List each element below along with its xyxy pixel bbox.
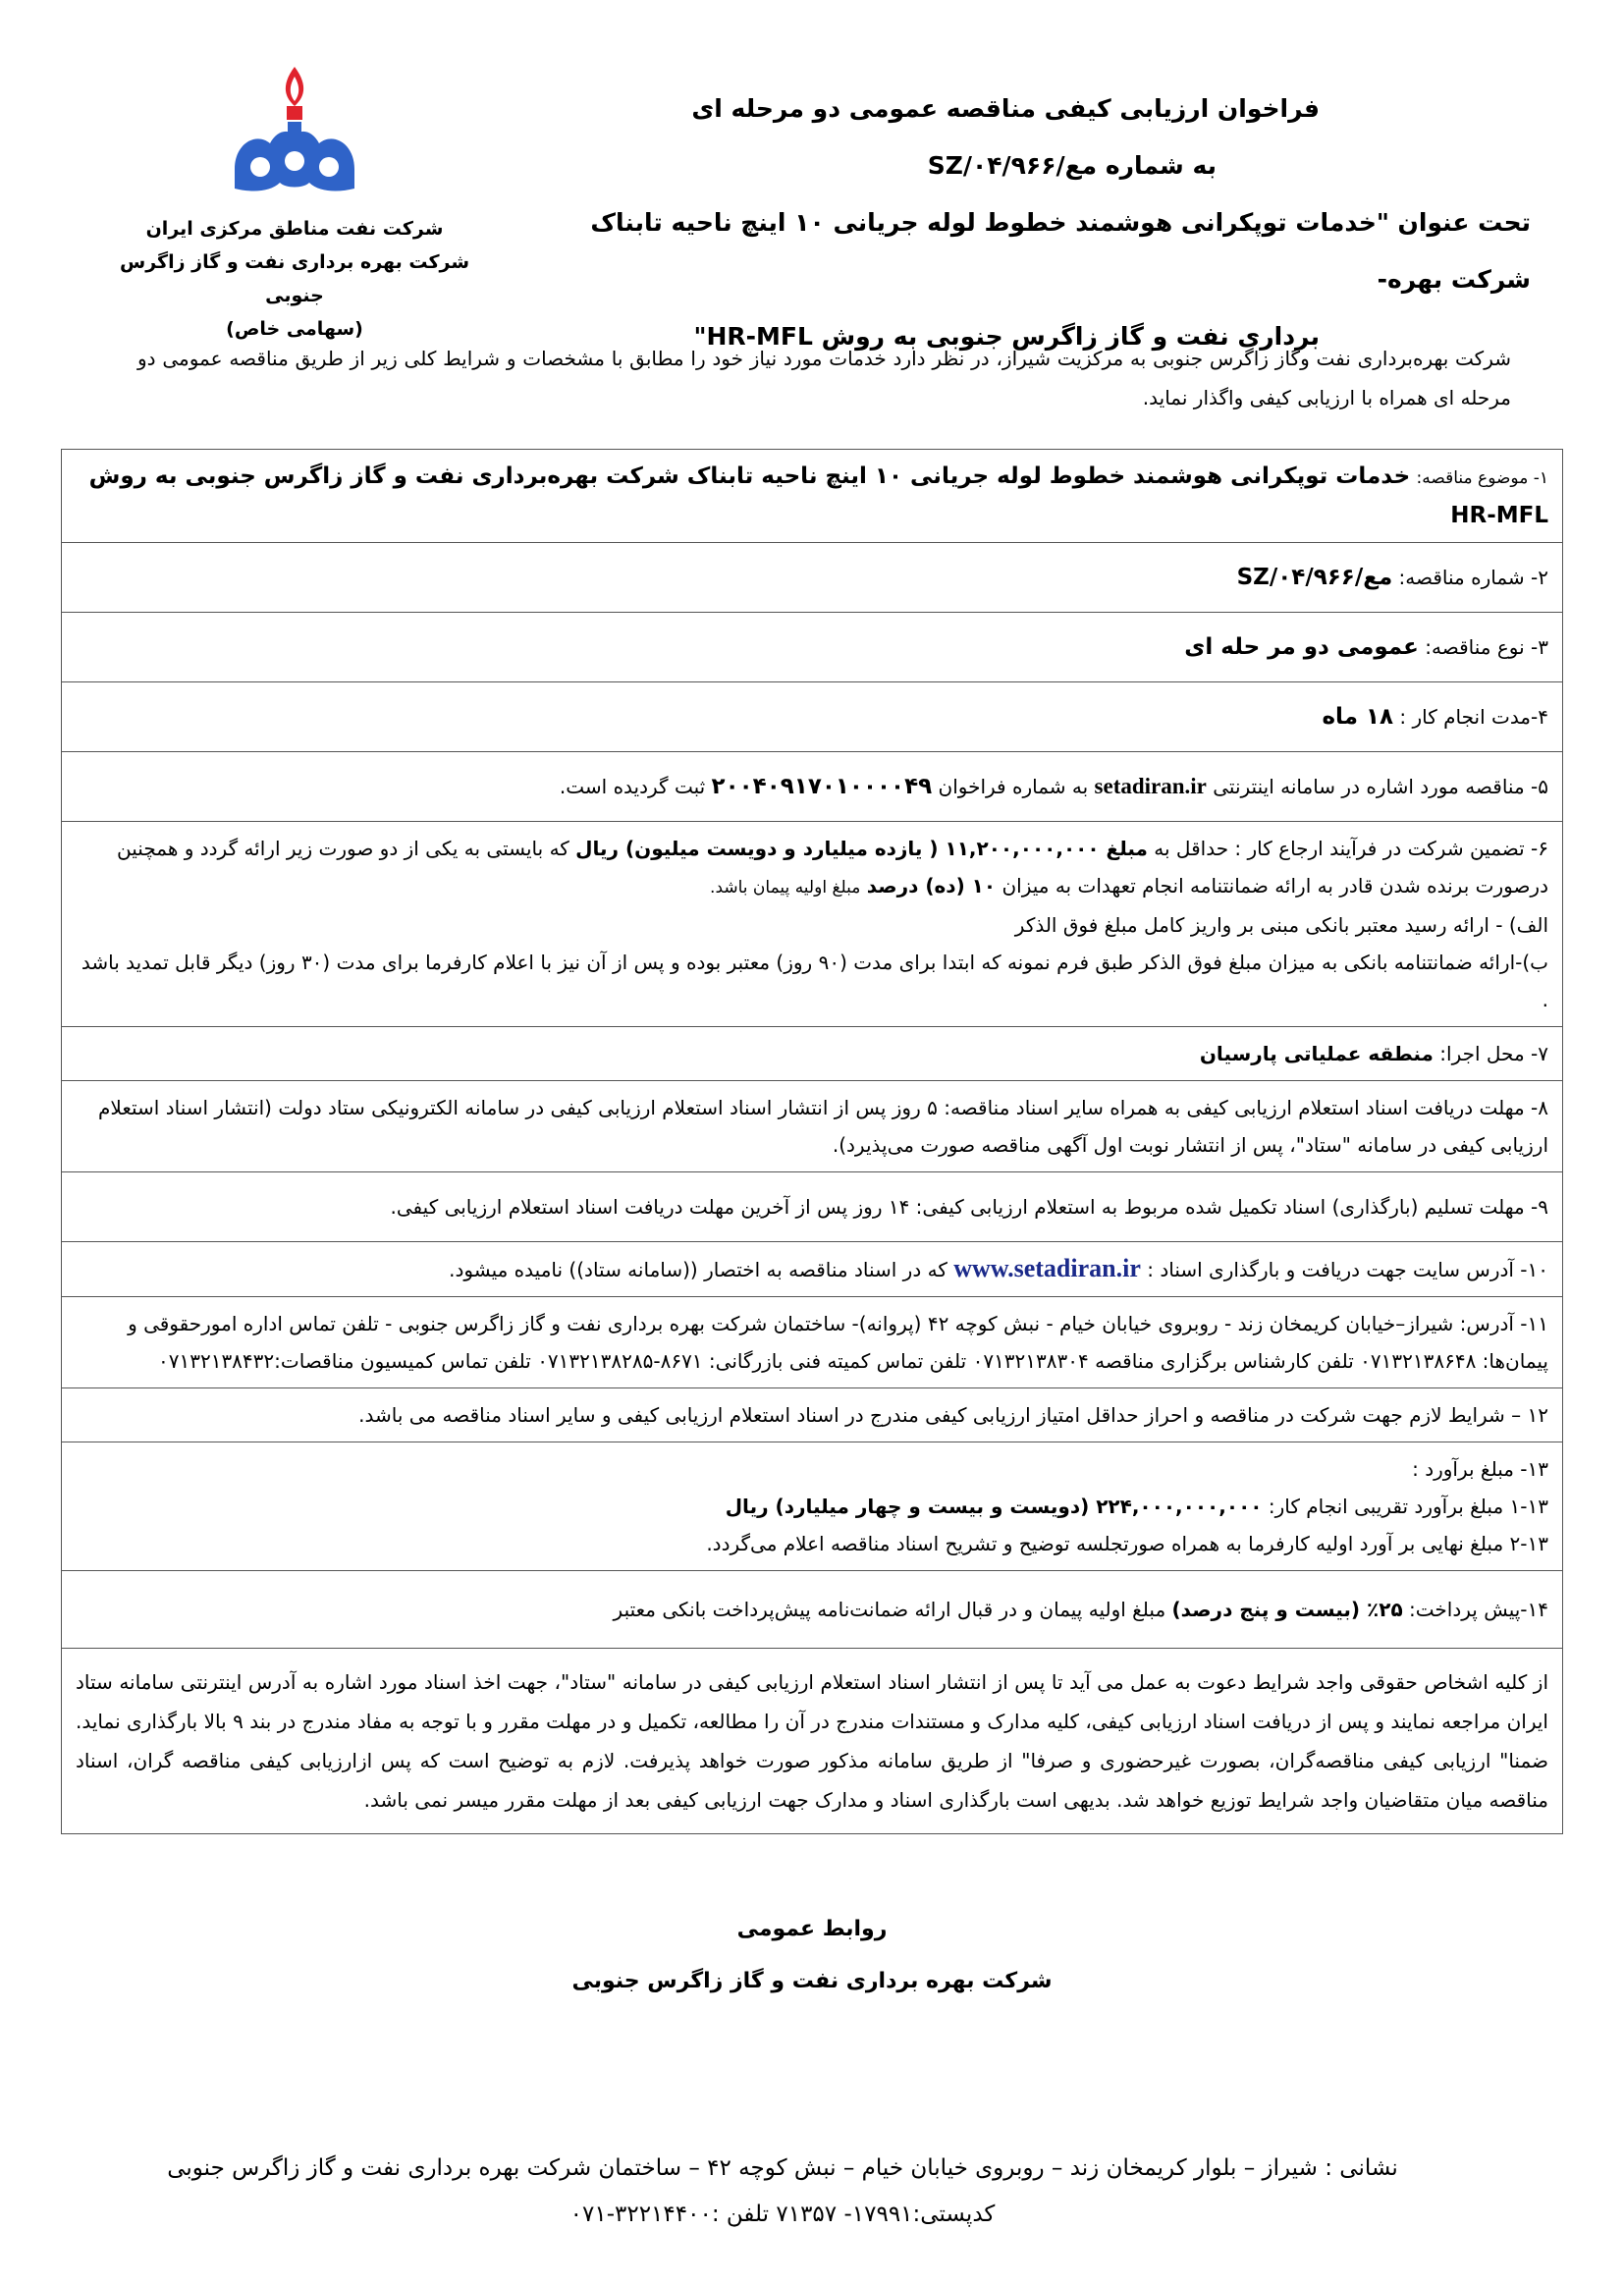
estimate-line-2: ۲-۱۳ مبلغ نهایی بر آورد اولیه کارفرما به همراه صورتجلسه توضیح و تشریح اسناد مناقصه اعلام می‌گردد. xyxy=(706,1532,1548,1555)
submission-deadline-text: ۹- مهلت تسلیم (بارگذاری) اسناد تکمیل شده مربوط به استعلام ارزیابی کیفی: ۱۴ روز پس از آخرین مهلت دریافت اسناد استعلام ارزیابی کیفی. xyxy=(62,1172,1563,1242)
title-line-2: به شماره مع/SZ/۰۴/۹۶۶ xyxy=(927,151,1217,180)
duration-value: ۱۸ ماه xyxy=(1322,704,1394,730)
guarantee-text-a: ۶- تضمین شرکت در فرآیند ارجاع کار : حداقل به xyxy=(1154,837,1548,860)
estimate-heading: ۱۳- مبلغ برآورد : xyxy=(1412,1457,1548,1481)
prepayment-label: ۱۴-پیش پرداخت: xyxy=(1409,1598,1548,1621)
row-subject xyxy=(62,450,1563,543)
row-doc-receive-deadline xyxy=(62,1081,1563,1172)
row-guarantee xyxy=(62,822,1563,1027)
location-label: ۷- محل اجرا: xyxy=(1439,1042,1548,1065)
logo-company-line3: (سهامی خاص) xyxy=(226,318,363,340)
guarantee-text-c: مبلغ اولیه پیمان باشد. xyxy=(710,878,861,898)
doc-receive-deadline-text: ۸- مهلت دریافت اسناد استعلام ارزیابی کیفی به همراه سایر اسناد مناقصه: ۵ روز پس از انتشار اسناد استعلام ارزیابی کیفی در سامانه الکترونیکی ستاد دولت (انتشار اسناد استعلام ارزیابی کیفی در سامانه "ستاد"، پس از انتشار نوبت اول آگهی مناقصه صورت می‌پذیرد). xyxy=(62,1081,1563,1172)
conditions-text: ۱۲ – شرایط لازم جهت شرکت در مناقصه و احراز حداقل امتیاز ارزیابی کیفی مندرج در اسناد استعلام ارزیابی کیفی و سایر اسناد مناقصه می باشد. xyxy=(62,1388,1563,1442)
logo-company-line2: شرکت بهره برداری نفت و گاز زاگرس جنوبی xyxy=(119,251,470,306)
title-line-3: تحت عنوان "خدمات توپکرانی هوشمند خطوط لوله جریانی ۱۰ اینچ ناحیه تابناک شرکت بهره- xyxy=(590,208,1531,294)
address-contacts-text: ۱۱- آدرس: شیراز–خیابان کریمخان زند - روبروی خیابان خیام - نبش کوچه ۴۲ (پروانه)- ساختمان شرکت بهره برداری نفت و گاز زاگرس جنوبی - تلفن تماس اداره امورحقوقی و پیمان‌ها: ۰۷۱۳۲۱۳۸۶۴۸ تلفن کارشناس برگزاری مناقصه ۰۷۱۳۲۱۳۸۳۰۴ تلفن تماس کمیته فنی بازرگانی: ۸۶۷۱-۰۷۱۳۲۱۳۸۲۸۵ تلفن تماس کمیسیون مناقصات:۰۷۱۳۲۱۳۸۴۳۲ xyxy=(62,1297,1563,1388)
tender-details-table xyxy=(61,449,1563,1834)
guarantee-option-be: ب)-ارائه ضمانتنامه بانکی به میزان مبلغ فوق الذکر طبق فرم نمونه که ابتدا برای مدت (۹۰ روز) معتبر بوده و پس از آن نیز با اعلام کارفرما برای مدت (۳۰ روز) دیگر قابل تمدید باشد . xyxy=(81,951,1548,1011)
subject-label: ۱- موضوع مناقصه: xyxy=(1416,468,1548,488)
footer-postal-phone: کدپستی:۱۷۹۹۱- ۷۱۳۵۷ تلفن :۳۲۲۱۴۴۰۰-۰۷۱ xyxy=(569,2202,996,2227)
website-link[interactable]: www.setadiran.ir xyxy=(953,1254,1141,1282)
row-address-contacts xyxy=(62,1297,1563,1388)
guarantee-option-alef: الف) - ارائه رسید معتبر بانکی مبنی بر واریز کامل مبلغ فوق الذکر xyxy=(1014,913,1548,937)
signature-line-2: شرکت بهره برداری نفت و گاز زاگرس جنوبی xyxy=(571,1969,1053,1993)
portal-text-a: ۵- مناقصه مورد اشاره در سامانه اینترنتی xyxy=(1213,775,1548,798)
tender-type-value: عمومی دو مر حله ای xyxy=(1184,634,1419,660)
row-estimate xyxy=(62,1442,1563,1571)
tender-number-value: مع/SZ/۰۴/۹۶۶ xyxy=(1236,565,1393,590)
duration-label: ۴-مدت انجام کار : xyxy=(1399,705,1548,729)
estimate-line-1 xyxy=(76,1488,1548,1525)
logo-company-line1: شرکت نفت مناطق مرکزی ایران xyxy=(145,218,444,240)
prepayment-text: مبلغ اولیه پیمان و در قبال ارائه ضمانت‌نامه پیش‌پرداخت بانکی معتبر xyxy=(613,1598,1166,1621)
row-conditions xyxy=(62,1388,1563,1442)
portal-text-b: به شماره فراخوان xyxy=(938,775,1089,798)
row-prepayment xyxy=(62,1571,1563,1649)
signature-line-1: روابط عمومی xyxy=(736,1917,888,1941)
row-tender-type xyxy=(62,613,1563,682)
website-text-b: که در اسناد مناقصه به اختصار ((سامانه ستاد)) نامیده میشود. xyxy=(449,1258,947,1281)
nioc-logo-icon xyxy=(221,59,368,206)
tender-number-label: ۲- شماره مناقصه: xyxy=(1398,566,1548,589)
website-text-a: ۱۰- آدرس سایت جهت دریافت و بارگذاری اسناد : xyxy=(1147,1258,1548,1281)
row-location xyxy=(62,1027,1563,1081)
estimate-line-1-label: ۱-۱۳ مبلغ برآورد تقریبی انجام کار: xyxy=(1268,1495,1548,1518)
row-closing xyxy=(62,1649,1563,1834)
call-number: ۲۰۰۴۰۹۱۷۰۱۰۰۰۰۴۹ xyxy=(711,774,933,799)
row-tender-number xyxy=(62,543,1563,613)
tender-type-label: ۳- نوع مناقصه: xyxy=(1425,635,1548,659)
guarantee-amount: مبلغ ۱۱,۲۰۰,۰۰۰,۰۰۰ ( یازده میلیارد و دویست میلیون) ریال xyxy=(575,837,1148,860)
subject-value: خدمات توپکرانی هوشمند خطوط لوله جریانی ۱۰ اینچ ناحیه تابناک شرکت بهره‌برداری نفت و گاز زاگرس جنوبی به روش HR-MFL xyxy=(88,463,1548,528)
row-portal xyxy=(62,752,1563,822)
prepayment-percent: ۲۵٪ (بیست و پنج درصد) xyxy=(1171,1598,1403,1621)
portal-text-c: ثبت گردیده است. xyxy=(559,775,706,798)
guarantee-text-b: که بایستی به یکی از دو صورت زیر ارائه گردد و همچنین درصورت برنده شدن قادر به ارائه ضمانتنامه انجام تعهدات به میزان xyxy=(117,837,1548,898)
footer-address: نشانی : شیراز – بلوار کریمخان زند – روبروی خیابان خیام – نبش کوچه ۴۲ – ساختمان شرکت بهره برداری نفت و گاز زاگرس جنوبی xyxy=(167,2155,1398,2181)
location-value: منطقه عملیاتی پارسیان xyxy=(1199,1042,1434,1065)
title-line-4: برداری نفت و گاز زاگرس جنوبی به روش HR-MFL" xyxy=(693,322,1320,351)
estimate-amount: ۲۲۴,۰۰۰,۰۰۰,۰۰۰ (دویست و بیست و چهار میلیارد) ریال xyxy=(725,1495,1263,1518)
row-website xyxy=(62,1242,1563,1297)
portal-site-link[interactable]: setadiran.ir xyxy=(1094,774,1207,798)
row-duration xyxy=(62,682,1563,752)
row-submission-deadline xyxy=(62,1172,1563,1242)
closing-paragraph: از کلیه اشخاص حقوقی واجد شرایط دعوت به عمل می آید تا پس از انتشار اسناد استعلام ارزیابی کیفی در سامانه "ستاد"، جهت اخذ اسناد مورد اشاره به آدرس اینترنتی سامانه ستاد ایران مراجعه نمایند و پس از دریافت اسناد ارزیابی کیفی، کلیه مدارک و مستندات مندرج در آن را مطالعه، تکمیل و در مهلت مقرر و با توجه به مفاد مندرج در بند ۹ بالا بارگذاری نماید. ضمنا" ارزیابی کیفی مناقصه‌گران، بصورت غیرحضوری و صرفا" از طریق سامانه مذکور صورت خواهد پذیرفت. لازم به توضیح است که پس ازارزیابی کیفی مناقصه گران، اسناد مناقصه میان متقاضیان واجد شرایط توزیع خواهد شد. بدیهی است بارگذاری اسناد و مدارک جهت ارزیابی کیفی بعد از مهلت مقرر میسر نمی باشد. xyxy=(62,1649,1563,1834)
announcement-title xyxy=(549,81,1531,365)
intro-paragraph: شرکت بهره‌برداری نفت وگاز زاگرس جنوبی به مرکزیت شیراز، در نظر دارد خدمات مورد نیاز خود را مطابق با مشخصات و شرایط کلی زیر از طریق مناقصه عمومی دو مرحله ای همراه با ارزیابی کیفی واگذار نماید. xyxy=(137,347,1511,409)
guarantee-percent: ۱۰ (ده) درصد xyxy=(866,874,997,898)
company-logo-block xyxy=(108,59,481,346)
title-line-1: فراخوان ارزیابی کیفی مناقصه عمومی دو مرحله ای xyxy=(691,94,1320,123)
